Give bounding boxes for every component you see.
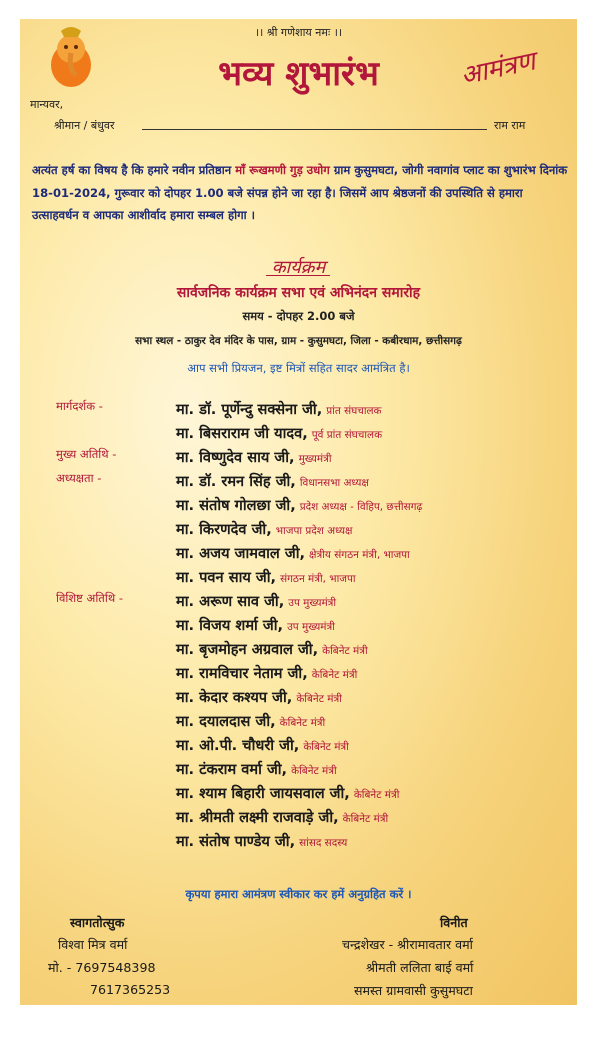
- guest-name: मा. बृजमोहन अग्रवाल जी,: [176, 641, 319, 658]
- page-title: भव्य शुभारंभ: [218, 54, 379, 94]
- guest-row: [20, 519, 577, 543]
- guest-name-wrap: [176, 471, 369, 491]
- guest-name: मा. अरूण साव जी,: [176, 593, 285, 610]
- request-line: कृपया हमारा आमंत्रण स्वीकार कर हमें अनुग्रहित करें ।: [185, 887, 412, 901]
- guest-row: [20, 807, 577, 831]
- guest-name-wrap: [176, 783, 399, 803]
- guest-post: उप मुख्यमंत्री: [288, 597, 337, 609]
- host-name: विश्वा मित्र वर्मा: [58, 937, 128, 952]
- guest-category: मार्गदर्शक -: [56, 399, 103, 413]
- guest-row: [20, 759, 577, 783]
- greeting: राम राम: [494, 119, 526, 132]
- guest-name-wrap: [176, 567, 356, 587]
- guest-post: केबिनेट मंत्री: [342, 813, 389, 825]
- mantra-text: ।। श्री गणेशाय नमः ।।: [254, 26, 343, 39]
- host-phone-2: 7617365253: [90, 982, 171, 997]
- guest-post: केबिनेट मंत्री: [322, 645, 368, 657]
- program-time: समय - दोपहर 2.00 बजे: [242, 309, 355, 323]
- vinit-line-3: समस्त ग्रामवासी कुसुमघटा: [354, 983, 473, 998]
- guest-category: मुख्य अतिथि -: [56, 447, 117, 461]
- guest-post: मुख्यमंत्री: [298, 453, 332, 465]
- name-fill-line: [142, 129, 487, 130]
- aamantran-logo: आमंत्रण: [458, 46, 538, 92]
- guest-row: [20, 543, 577, 567]
- intro-paragraph: [32, 159, 572, 227]
- guest-name: मा. किरणदेव जी,: [176, 521, 272, 538]
- guest-row: [20, 663, 577, 687]
- guest-name: मा. विजय शर्मा जी,: [176, 617, 284, 634]
- guest-name: मा. श्याम बिहारी जायसवाल जी,: [176, 785, 350, 802]
- guest-name: मा. पवन साय जी,: [176, 569, 277, 586]
- guest-name-wrap: [176, 543, 410, 563]
- program-label: कार्यक्रम: [271, 257, 326, 278]
- guest-name: मा. केदार कश्यप जी,: [176, 689, 293, 706]
- guest-post: उप मुख्यमंत्री: [287, 621, 335, 633]
- guest-row: [20, 615, 577, 639]
- invite-line: आप सभी प्रियजन, इष्ट मित्रों सहित सादर आमंत्रित है।: [187, 361, 410, 375]
- guest-name-wrap: [176, 639, 368, 659]
- guest-name: मा. संतोष पाण्डेय जी,: [176, 833, 296, 850]
- addressee: श्रीमान / बंधुवर: [54, 119, 115, 132]
- guest-category: अध्यक्षता -: [56, 471, 102, 485]
- guest-post: केबिनेट मंत्री: [279, 717, 326, 729]
- guest-name-wrap: [176, 495, 422, 515]
- guest-name-wrap: [176, 591, 336, 611]
- guest-row: [20, 423, 577, 447]
- salutation: मान्यवर,: [30, 98, 64, 111]
- guest-post: पूर्व प्रांत संघचालक: [311, 429, 383, 441]
- guest-name-wrap: [176, 399, 382, 419]
- guest-name: मा. डॉ. रमन सिंह जी,: [176, 473, 296, 490]
- guest-name: मा. रामविचार नेताम जी,: [176, 665, 308, 682]
- vinit-line-2: श्रीमती ललिता बाई वर्मा: [366, 960, 474, 975]
- host-phone-1: मो. - 7697548398: [48, 960, 156, 975]
- program-heading: सार्वजनिक कार्यक्रम सभा एवं अभिनंदन समारोह: [176, 285, 421, 301]
- guest-post: भाजपा प्रदेश अध्यक्ष: [275, 525, 353, 537]
- guest-post: केबिनेट मंत्री: [296, 693, 342, 705]
- guest-name-wrap: [176, 759, 337, 779]
- guest-row: [20, 447, 577, 471]
- guest-name: मा. संतोष गोलछा जी,: [176, 497, 296, 514]
- guest-name: मा. विष्णुदेव साय जी,: [176, 449, 295, 466]
- guest-name: मा. टंकराम वर्मा जी,: [176, 761, 288, 778]
- guest-name: मा. डॉ. पूर्णेन्दु सक्सेना जी,: [176, 401, 323, 418]
- guest-name-wrap: [176, 735, 349, 755]
- guest-post: क्षेत्रीय संगठन मंत्री, भाजपा: [309, 549, 410, 561]
- guest-post: संगठन मंत्री, भाजपा: [280, 573, 356, 585]
- guest-post: प्रदेश अध्यक्ष - विहिप, छत्तीसगढ़: [299, 501, 423, 513]
- intro-part1: अत्यंत हर्ष का विषय है कि हमारे नवीन प्रतिष्ठान: [32, 163, 232, 177]
- guest-name-wrap: [176, 711, 325, 731]
- program-venue: सभा स्थल - ठाकुर देव मंदिर के पास, ग्राम - कुसुमघटा, जिला - कबीरधाम, छत्तीसगढ़: [135, 335, 462, 347]
- guest-name: मा. श्रीमती लक्ष्मी राजवाड़े जी,: [176, 809, 339, 826]
- guest-row: [20, 831, 577, 855]
- invitation-card: [20, 19, 577, 1005]
- guest-name-wrap: [176, 807, 388, 827]
- guest-post: प्रांत संघचालक: [326, 405, 382, 417]
- guest-row: [20, 471, 577, 495]
- guest-row: [20, 735, 577, 759]
- guest-post: केबिनेट मंत्री: [291, 765, 337, 777]
- guest-row: [20, 567, 577, 591]
- guest-row: [20, 639, 577, 663]
- guest-row: [20, 591, 577, 615]
- guest-name: मा. दयालदास जी,: [176, 713, 276, 730]
- guest-name: मा. बिसराराम जी यादव,: [176, 425, 308, 442]
- guest-row: [20, 687, 577, 711]
- guest-post: विधानसभा अध्यक्ष: [299, 477, 369, 489]
- guest-name: मा. ओ.पी. चौधरी जी,: [176, 737, 300, 754]
- guest-name-wrap: [176, 519, 352, 539]
- guest-post: सांसद सदस्य: [299, 837, 348, 849]
- guest-name-wrap: [176, 447, 332, 467]
- program-underline: [266, 275, 330, 276]
- guest-name-wrap: [176, 687, 342, 707]
- guest-row: [20, 495, 577, 519]
- guest-name-wrap: [176, 423, 382, 443]
- guest-row: [20, 399, 577, 423]
- guest-name: मा. अजय जामवाल जी,: [176, 545, 306, 562]
- guest-name-wrap: [176, 663, 357, 683]
- guest-name-wrap: [176, 615, 335, 635]
- host-title: स्वागतोत्सुक: [70, 915, 125, 930]
- guest-post: केबिनेट मंत्री: [353, 789, 400, 801]
- guest-row: [20, 783, 577, 807]
- business-name: माँ रूखमणी गुड़ उधोग: [235, 163, 330, 177]
- intro-part2: ग्राम कुसुमघटा, जोगी नवागांव प्लाट का शुभारंभ दिनांक 18-01-2024, गुरूवार को दोपहर 1.00 बजे संपन्न होने जा रहा है। जिसमें आप श्रेष्ठजनों की उपस्थिति से हमारा उत्साहवर्धन व आपका आशीर्वाद हमारा सम्बल होगा ।: [32, 163, 568, 222]
- guest-row: [20, 711, 577, 735]
- guest-name-wrap: [176, 831, 347, 851]
- guest-category: विशिष्ट अतिथि -: [56, 591, 123, 605]
- vinit-title: विनीत: [440, 915, 468, 930]
- guest-post: केबिनेट मंत्री: [311, 669, 358, 681]
- guest-post: केबिनेट मंत्री: [303, 741, 349, 753]
- vinit-line-1: चन्द्रशेखर - श्रीरामावतार वर्मा: [342, 937, 473, 952]
